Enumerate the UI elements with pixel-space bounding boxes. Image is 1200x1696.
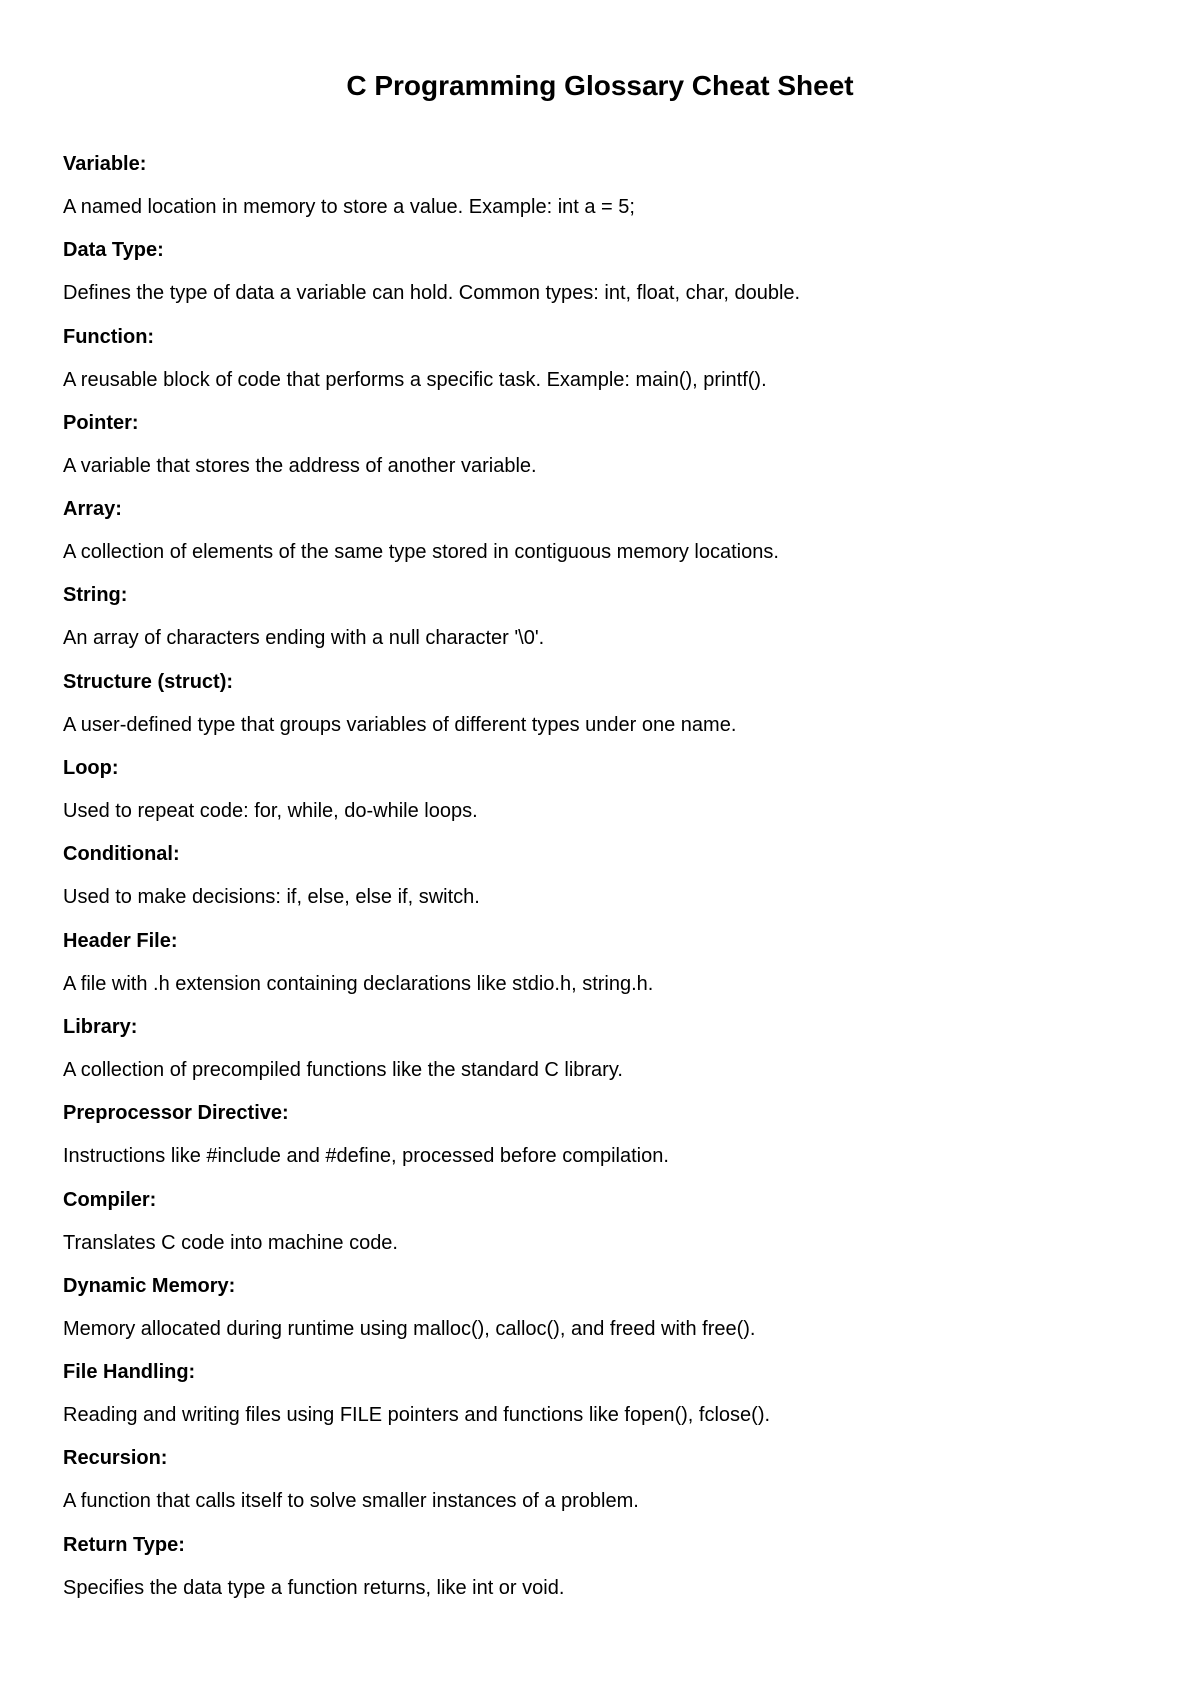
glossary-definition: Instructions like #include and #define, processed before compilation. — [63, 1145, 669, 1168]
glossary-definition: Memory allocated during runtime using malloc(), calloc(), and freed with free(). — [63, 1317, 756, 1340]
glossary-entry — [63, 232, 1143, 318]
glossary-term: Data Type: — [63, 239, 164, 262]
glossary-definition: A file with .h extension containing declarations like stdio.h, string.h. — [63, 972, 654, 995]
glossary-term: Recursion: — [63, 1447, 168, 1470]
glossary-term: Preprocessor Directive: — [63, 1102, 289, 1125]
glossary-term: Dynamic Memory: — [63, 1274, 236, 1297]
glossary-term: Variable: — [63, 153, 147, 175]
glossary-term: Header File: — [63, 929, 178, 952]
glossary-list — [63, 146, 1143, 1613]
glossary-term: Compiler: — [63, 1188, 157, 1211]
glossary-entry — [63, 1527, 1143, 1613]
glossary-entry — [63, 319, 1143, 405]
glossary-entry — [63, 1440, 1143, 1526]
glossary-definition: A named location in memory to store a value. Example: int a = 5; — [63, 196, 635, 218]
glossary-entry — [63, 405, 1143, 491]
glossary-entry — [63, 750, 1143, 836]
glossary-entry — [63, 923, 1143, 1009]
glossary-entry — [63, 146, 1143, 232]
glossary-definition: Reading and writing files using FILE pointers and functions like fopen(), fclose(). — [63, 1404, 771, 1427]
glossary-definition: A function that calls itself to solve smaller instances of a problem. — [63, 1490, 639, 1513]
glossary-entry — [63, 1268, 1143, 1354]
page-title: C Programming Glossary Cheat Sheet — [346, 70, 854, 101]
glossary-definition: A variable that stores the address of another variable. — [63, 454, 537, 477]
glossary-term: Library: — [63, 1015, 138, 1038]
glossary-term: Pointer: — [63, 411, 139, 434]
glossary-term: String: — [63, 584, 128, 607]
glossary-definition: A user-defined type that groups variables of different types under one name. — [63, 713, 737, 736]
glossary-definition: Translates C code into machine code. — [63, 1231, 398, 1254]
glossary-definition: Used to repeat code: for, while, do-while loops. — [63, 800, 478, 823]
glossary-entry — [63, 491, 1143, 577]
glossary-entry — [63, 1095, 1143, 1181]
glossary-definition: Specifies the data type a function returns, like int or void. — [63, 1576, 565, 1599]
glossary-definition: An array of characters ending with a null character '\0'. — [63, 627, 545, 650]
glossary-definition: Used to make decisions: if, else, else if, switch. — [63, 886, 480, 909]
glossary-term: Function: — [63, 325, 155, 348]
glossary-definition: A collection of precompiled functions like the standard C library. — [63, 1058, 623, 1081]
glossary-entry — [63, 1009, 1143, 1095]
glossary-term: File Handling: — [63, 1361, 196, 1384]
glossary-term: Loop: — [63, 757, 119, 780]
glossary-term: Structure (struct): — [63, 670, 234, 693]
glossary-entry — [63, 1354, 1143, 1440]
glossary-definition: A collection of elements of the same type stored in contiguous memory locations. — [63, 541, 779, 564]
glossary-entry — [63, 836, 1143, 922]
glossary-term: Conditional: — [63, 843, 180, 866]
glossary-term: Return Type: — [63, 1533, 185, 1556]
glossary-definition: A reusable block of code that performs a specific task. Example: main(), printf(). — [63, 368, 767, 391]
glossary-term: Array: — [63, 498, 122, 521]
glossary-entry — [63, 577, 1143, 663]
glossary-entry — [63, 1182, 1143, 1268]
glossary-entry — [63, 664, 1143, 750]
glossary-definition: Defines the type of data a variable can hold. Common types: int, float, char, double. — [63, 282, 801, 305]
